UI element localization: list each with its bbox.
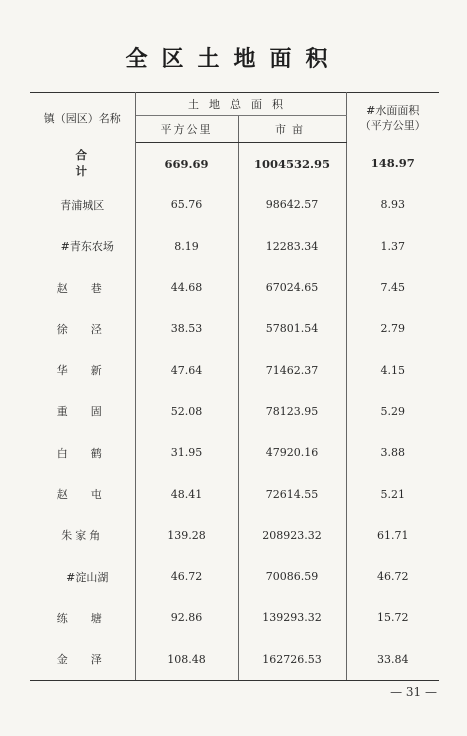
row-sq-km: 48.41	[135, 473, 238, 514]
row-name: 练 塘	[30, 597, 135, 638]
row-mu: 139293.32	[238, 597, 346, 638]
row-mu: 57801.54	[238, 308, 346, 349]
row-sq-km: 47.64	[135, 349, 238, 390]
row-mu: 71462.37	[238, 349, 346, 390]
header-sq-km: 平方公里	[135, 116, 238, 143]
table-row	[30, 308, 439, 349]
row-mu: 12283.34	[238, 226, 346, 267]
header-mu: 市亩	[238, 116, 346, 143]
row-sq-km: 31.95	[135, 432, 238, 473]
row-water: 148.97	[370, 156, 415, 171]
row-name: 赵 屯	[30, 473, 135, 514]
row-sq-km: 44.68	[135, 267, 238, 308]
row-mu: 208923.32	[238, 515, 346, 556]
row-mu: 162726.53	[238, 639, 346, 681]
row-name: 重 固	[30, 391, 135, 432]
header-water-area-line2: （平方公里）	[359, 118, 426, 132]
row-sq-km: 46.72	[135, 556, 238, 597]
row-sq-km: 139.28	[135, 515, 238, 556]
row-name: 合 计	[30, 143, 135, 185]
page-number: — 31 —	[390, 685, 437, 699]
row-mu: 47920.16	[238, 432, 346, 473]
header-water-area	[346, 93, 439, 143]
header-town-name: 镇（园区）名称	[30, 93, 135, 143]
row-water: 5.21	[380, 487, 405, 501]
land-area-table	[30, 92, 439, 681]
row-water: 5.29	[380, 404, 405, 418]
row-sq-km: 108.48	[135, 639, 238, 681]
row-water: 4.15	[380, 363, 405, 377]
row-water: 8.93	[380, 198, 405, 212]
row-water: 33.84	[346, 639, 439, 681]
row-mu: 78123.95	[238, 391, 346, 432]
row-name: 金 泽	[30, 639, 135, 681]
row-water: 46.72	[377, 570, 409, 584]
header-water-area-line1: #水面面积	[366, 103, 420, 117]
table-row-total	[30, 143, 439, 185]
row-sq-km: 669.69	[135, 143, 238, 185]
row-mu: 98642.57	[238, 184, 346, 225]
table-row	[30, 556, 439, 597]
row-name: 赵 巷	[30, 267, 135, 308]
table-row	[30, 184, 439, 225]
row-water: 3.88	[380, 446, 405, 460]
row-mu: 70086.59	[238, 556, 346, 597]
row-water: 61.71	[377, 528, 409, 542]
row-name: 白 鹤	[30, 432, 135, 473]
row-mu: 72614.55	[238, 473, 346, 514]
table-row	[30, 432, 439, 473]
row-mu: 1004532.95	[238, 143, 346, 185]
row-name: 青浦城区	[30, 184, 135, 225]
table-row	[30, 349, 439, 390]
table-row	[30, 391, 439, 432]
row-sq-km: 65.76	[135, 184, 238, 225]
row-water: 15.72	[377, 611, 409, 625]
row-water: 7.45	[380, 281, 405, 295]
table-row	[30, 515, 439, 556]
row-sq-km: 38.53	[135, 308, 238, 349]
row-name: #淀山湖	[30, 556, 135, 597]
row-water: 2.79	[380, 322, 405, 336]
row-name: #青东农场	[30, 226, 135, 267]
row-name: 华 新	[30, 349, 135, 390]
table-row	[30, 267, 439, 308]
header-total-land-area: 土地总面积	[135, 93, 346, 116]
page-title: 全区土地面积	[125, 46, 342, 72]
row-sq-km: 8.19	[135, 226, 238, 267]
row-water: 1.37	[380, 239, 405, 253]
table-row	[30, 473, 439, 514]
row-name: 徐 泾	[30, 308, 135, 349]
row-sq-km: 92.86	[135, 597, 238, 638]
table-row	[30, 597, 439, 638]
table-row	[30, 226, 439, 267]
table-row	[30, 639, 439, 681]
row-name: 朱家角	[30, 515, 135, 556]
row-mu: 67024.65	[238, 267, 346, 308]
row-sq-km: 52.08	[135, 391, 238, 432]
